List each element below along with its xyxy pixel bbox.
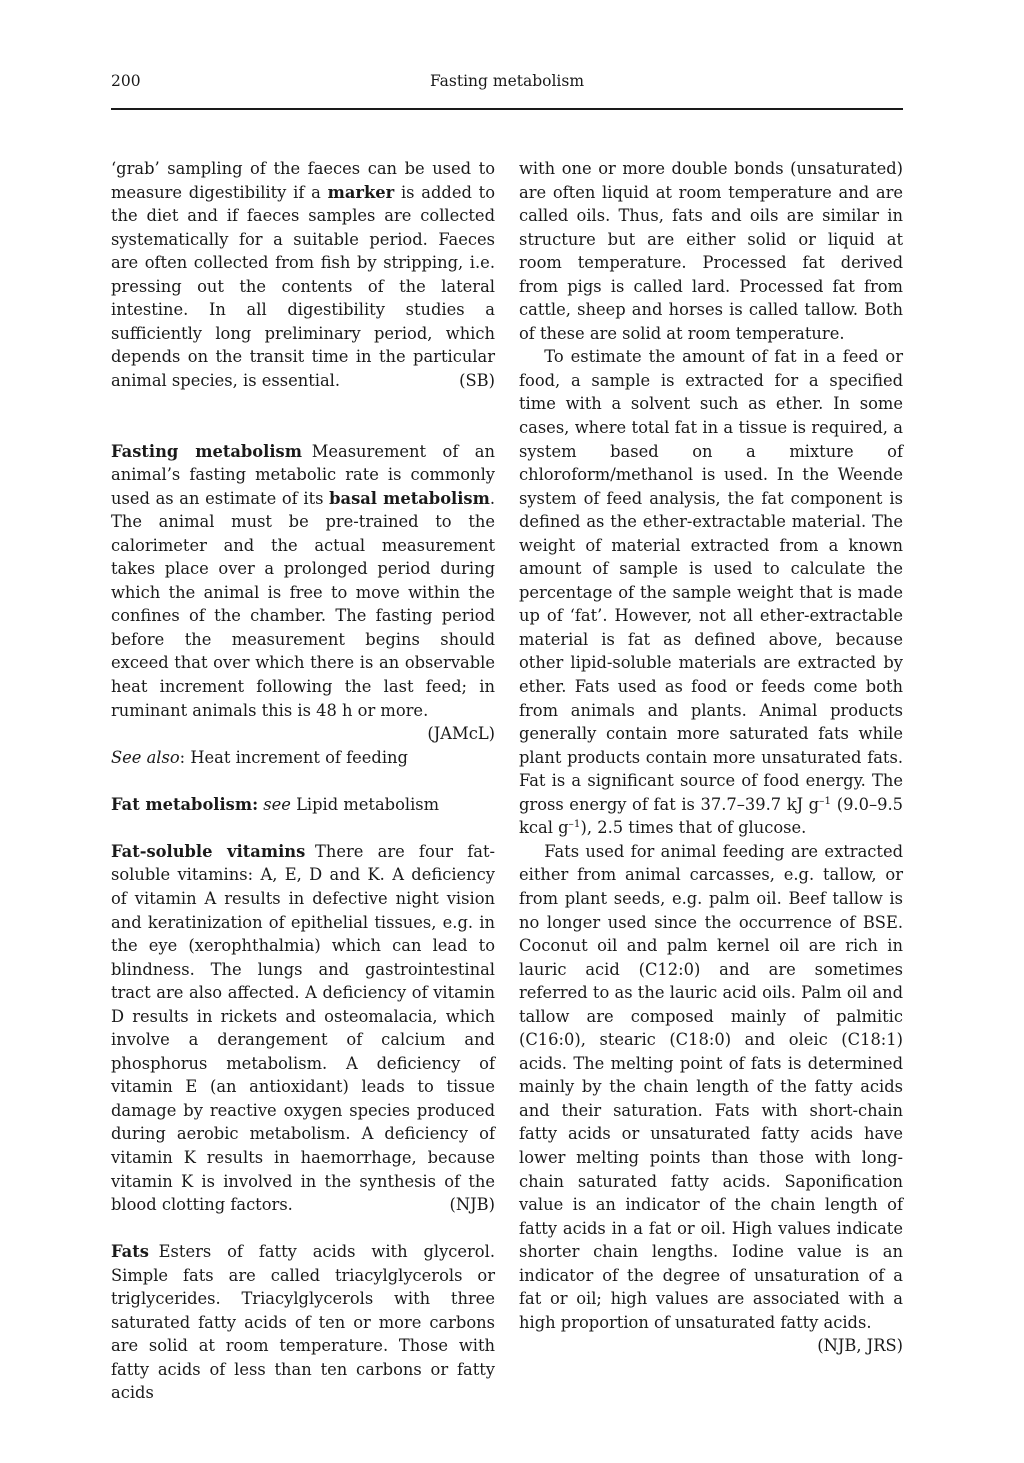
- see-label: see: [263, 794, 291, 814]
- see-also-label: See also: [111, 747, 180, 767]
- see-also: [111, 746, 495, 770]
- contributor-credit: (NJB, JRS): [817, 1336, 903, 1356]
- paragraph-fat-estimation: [519, 345, 903, 839]
- contributor-credit: (NJB): [449, 1195, 495, 1215]
- headword: Fats: [111, 1242, 149, 1262]
- superscript: –1: [819, 794, 832, 807]
- entry-fats: [111, 1240, 495, 1405]
- see-also-target: : Heat increment of feeding: [179, 747, 408, 767]
- body-text: Measurement of an animal’s fasting metabolic rate is commonly used as an estimate of its: [111, 441, 495, 508]
- left-column: [111, 157, 495, 1405]
- headword: Fat-soluble vitamins: [111, 841, 306, 861]
- paragraph-digestibility-sampling: [111, 157, 495, 392]
- body-text: There are four fat-soluble vitamins: A, E, D and K. A deficiency of vitamin A results in defective night vision and keratinization of epithelial tissues, e.g. in the eye (xerophthalmia) which can lead to blindness. The lungs and gastrointestinal tract are also affected. A deficiency of vitamin D results in rickets and osteomalacia, which involve a derangement of calcium and phosphorus metabolism. A deficiency of vitamin E (an antioxidant) leads to tissue damage by reactive oxygen species produced during aerobic metabolism. A deficiency of vitamin K results in haemorrhage, because vitamin K is involved in the synthesis of the blood clotting factors.: [111, 841, 495, 1215]
- cross-reference-basal-metabolism: basal metabolism: [329, 488, 490, 508]
- page-number: 200: [111, 72, 141, 90]
- body-text: Esters of fatty acids with glycerol. Simple fats are called triacylglycerols or triglycerides. Triacylglycerols with three saturated fatty acids of ten or more carbons are solid at room temperature. Those with fatty acids of less than ten carbons or fatty acids: [111, 1242, 495, 1403]
- entry-fasting-metabolism: [111, 440, 495, 770]
- cross-reference-marker: marker: [327, 182, 395, 202]
- headword: Fasting metabolism: [111, 441, 302, 461]
- paragraph-oils: with one or more double bonds (unsaturated) are often liquid at room temperature and are called oils. Thus, fats and oils are similar in structure but are either solid or liquid at room temperature. Processed fat derived from pigs is called lard. Processed fat from cattle, sheep and horses is called tallow. Both of these are solid at room temperature.: [519, 159, 903, 343]
- entry-fat-metabolism: [111, 793, 495, 817]
- contributor-credit: (SB): [459, 370, 495, 390]
- body-text: ), 2.5 times that of glucose.: [580, 818, 807, 838]
- header-rule: [111, 108, 903, 110]
- entry-fat-soluble-vitamins: [111, 840, 495, 1217]
- right-column: [519, 157, 903, 1358]
- page-header: [111, 68, 903, 94]
- paragraph-feeding-fats: Fats used for animal feeding are extracted either from animal carcasses, e.g. tallow, or from plant seeds, e.g. palm oil. Beef tallow is no longer used since the occurrence of BSE. Coconut oil and palm kernel oil are rich in lauric acid (C12:0) and are sometimes referred to as the lauric acid oils. Palm oil and tallow are composed mainly of palmitic (C16:0), stearic (C18:0) and oleic (C18:1) acids. The melting point of fats is determined mainly by the chain length of the fatty acids and their saturation. Fats with short-chain fatty acids or unsaturated fatty acids have lower melting points than those with long-chain saturated fatty acids. Saponification value is an indicator of the chain length of fatty acids in a fat or oil. High values indicate shorter chain lengths. Iodine value is an indicator of the degree of unsaturation of a fat or oil; high values are associated with a high proportion of unsaturated fatty acids.: [519, 841, 903, 1332]
- body-text: ‘grab’ sampling of the faeces can be used to measure digestibility if a: [111, 159, 495, 202]
- body-text: (9.0–9.5 kcal g: [519, 794, 904, 838]
- headword: Fat metabolism:: [111, 794, 259, 814]
- body-text: . The animal must be pre-trained to the calorimeter and the actual measurement takes place over a prolonged period during which the animal is free to move within the confines of the chamber. The fasting period before the measurement begins should exceed that over which there is an observable heat increment following the last feed; in ruminant animals this is 48 h or more.: [111, 488, 496, 720]
- body-text: To estimate the amount of fat in a feed or food, a sample is extracted for a specified time with a solvent such as ether. In some cases, where total fat in a tissue is required, a system based on a mixture of chloroform/methanol is used. In the Weende system of feed analysis, the fat component is defined as the ether-extractable material. The weight of material extracted from a known amount of sample is used to calculate the percentage of the sample weight that is made up of ‘fat’. However, not all ether-extractable material is fat as defined above, because other lipid-soluble materials are extracted by ether. Fats used as food or feeds come both from animals and plants. Animal products generally contain more saturated fats while plant products contain more unsaturated fats. Fat is a significant source of food energy. The gross energy of fat is 37.7–39.7 kJ g: [519, 347, 903, 814]
- body-text: is added to the diet and if faeces samples are collected systematically for a suitable period. Faeces are often collected from fish by stripping, i.e. pressing out the contents of the lateral intestine. In all digestibility studies a sufficiently long preliminary period, which depends on the transit time in the particular animal species, is essential.: [111, 182, 495, 390]
- superscript: –1: [568, 818, 581, 831]
- running-head: Fasting metabolism: [429, 72, 585, 90]
- see-target: Lipid metabolism: [290, 794, 440, 814]
- contributor-credit: (JAMcL): [427, 724, 495, 744]
